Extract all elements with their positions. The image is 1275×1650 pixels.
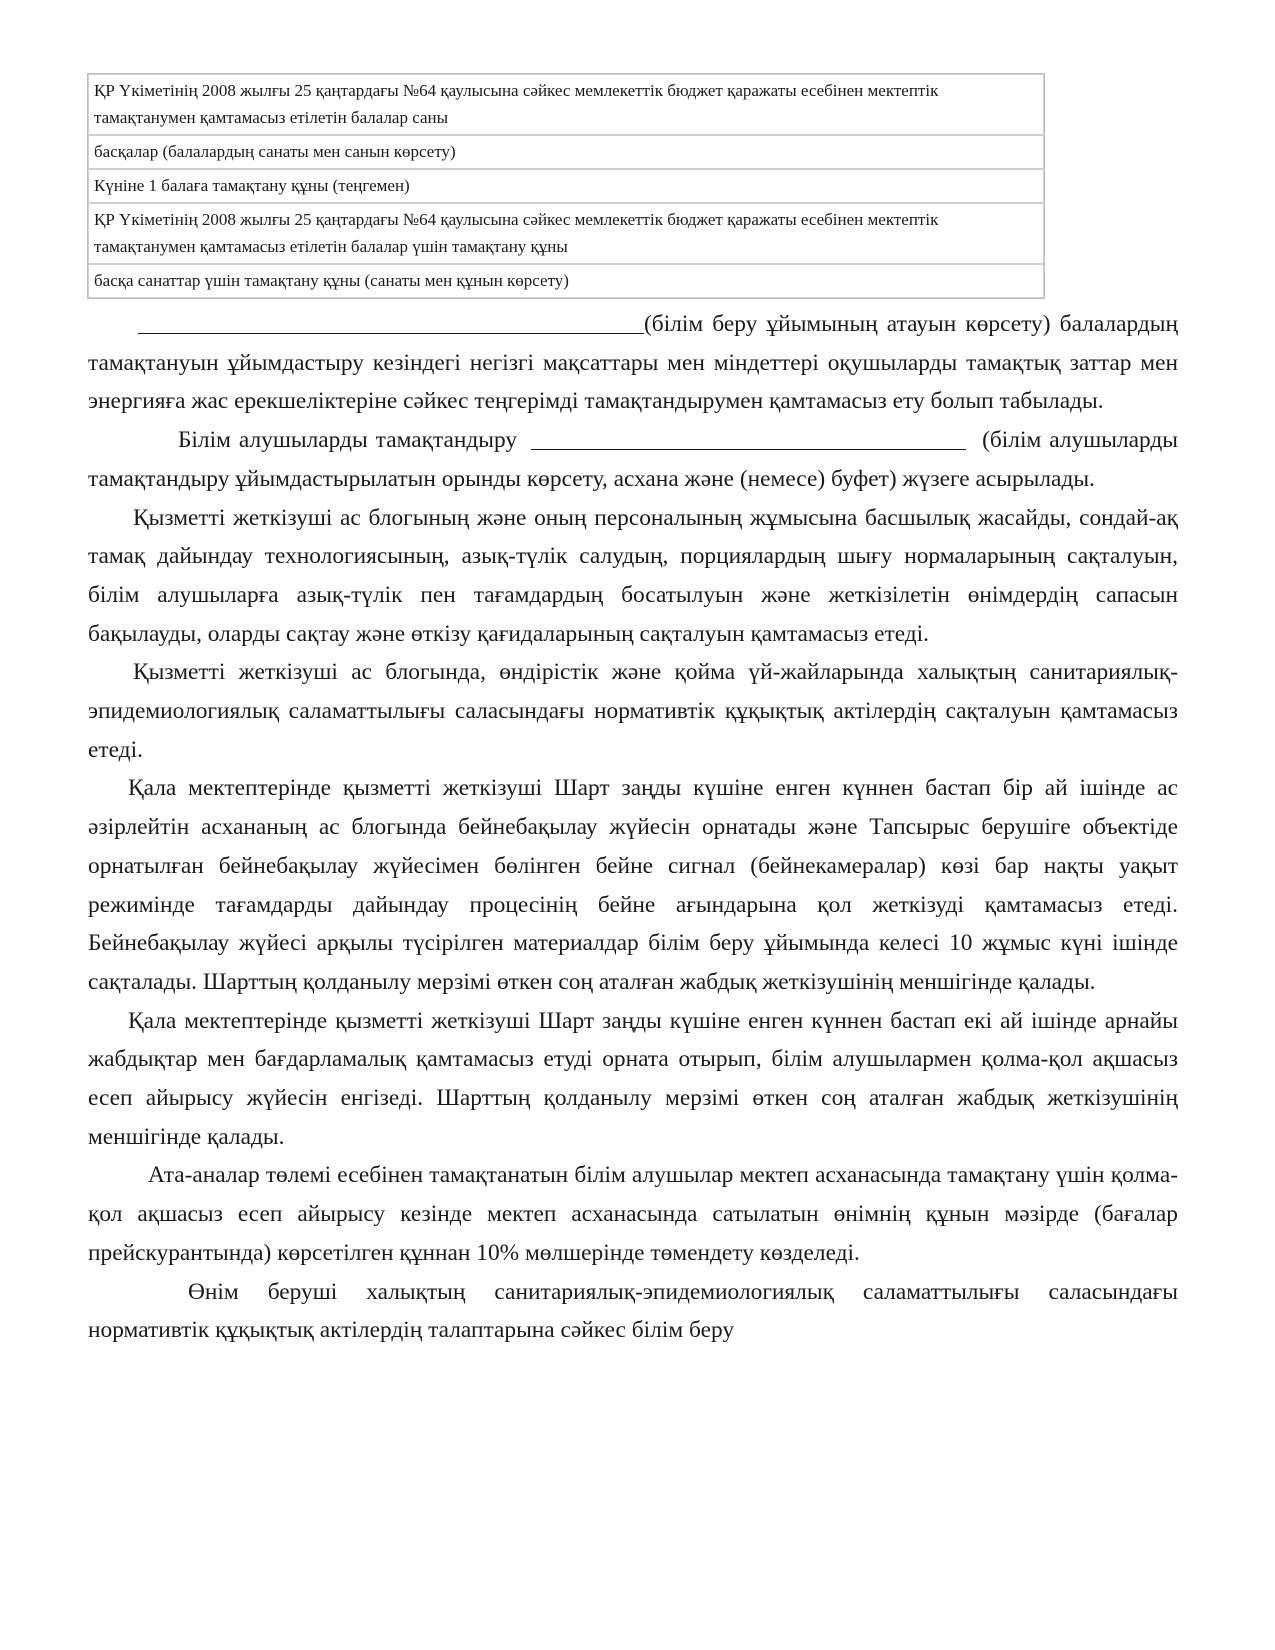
table-row [88,169,1044,203]
table-cell: Күніне 1 балаға тамақтану құны (теңгемен) [88,169,1044,203]
paragraph-text: (білім алушыларды тамақтандыру ұйымдастырылатын орынды көрсету, асхана және (немесе) буфет) жүзеге асырылады. [88,427,1178,492]
paragraph-cashless-payment: Қала мектептерінде қызметті жеткізуші Шарт заңды күшіне енген күннен бастап екі ай ішінде арнайы жабдықтар мен бағдарламалық қамтамасыз етуді орната отырып, білім алушылармен қолма-қол ақшасыз есеп айырысу жүйесін енгізеді. Шарттың қолданылу мерзімі өткен соң аталған жабдық жеткізушінің меншігінде қалады. [88,1007,1178,1150]
fill-in-blank [531,426,966,450]
table-cell: ҚР Үкіметінің 2008 жылғы 25 қаңтардағы №64 қаулысына сәйкес мемлекеттік бюджет қаражаты есебінен мектептік тамақтанумен қамтамасыз етілетін балалар үшін тамақтану құны [88,203,1044,264]
paragraph-video-surveillance: Қала мектептерінде қызметті жеткізуші Шарт заңды күшіне енген күннен бастап бір ай ішінде ас әзірлейтін асхананың ас блогында бейнебақылау жүйесін орнатады және Тапсырыс берушіге объектіде орнатылған бейнебақылау жүйесімен бөлінген бейне сигнал (бейнекамералар) көзі бар нақты уақыт режимінде тағамдарды дайындау процесінің бейне ағындарына қол жеткізуді қамтамасыз етеді. Бейнебақылау жүйесі арқылы түсірілген материалдар білім беру ұйымында келесі 10 жұмыс күні ішінде сақталады. Шарттың қолданылу мерзімі өткен соң аталған жабдық жеткізушінің меншігінде қалады. [88,775,1178,995]
info-table [87,73,1045,299]
paragraph-product-supplier: Өнім беруші халықтың санитариялық-эпидемиологиялық саламаттылығы саласындағы нормативтік құқықтық актілердің талаптарына сәйкес білім беру [88,1278,1178,1344]
table-cell: басқа санаттар үшін тамақтану құны (санаты мен құнын көрсету) [88,264,1044,298]
table-cell: ҚР Үкіметінің 2008 жылғы 25 қаңтардағы №64 қаулысына сәйкес мемлекеттік бюджет қаражаты есебінен мектептік тамақтанумен қамтамасыз етілетін балалар саны [88,74,1044,135]
table-cell: басқалар (балалардың санаты мен санын көрсету) [88,135,1044,169]
table-row [88,135,1044,169]
body-text [88,305,1178,1350]
paragraph-organization-goals [88,305,1178,421]
table-row [88,264,1044,298]
paragraph-text: Білім алушыларды тамақтандыру [178,427,518,454]
paragraph-discount: Ата-аналар төлемі есебінен тамақтанатын білім алушылар мектеп асханасында тамақтану үшін қолма-қол ақшасыз есеп айырысу кезінде мектеп асханасында сатылатын өнімнің құнын мәзірде (бағалар прейскурантында) көрсетілген құннан 10% мөлшерінде төмендету көзделеді. [88,1162,1178,1266]
paragraph-supplier-management: Қызметті жеткізуші ас блогының және оның персоналының жұмысына басшылық жасайды, сондай-ақ тамақ дайындау технологиясының, азық-түлік салудың, порциялардың шығу нормаларының сақталуын, білім алушыларға азық-түлік пен тағамдардың босатылуын және жеткізілетін өнімдердің сапасын бақылауды, оларды сақтау және өткізу қағидаларының сақталуын қамтамасыз етеді. [88,504,1178,647]
table-row [88,74,1044,135]
paragraph-catering-place [88,421,1178,498]
paragraph-text: (білім беру ұйымының атауын көрсету) балалардың тамақтануын ұйымдастыру кезіндегі негізгі мақсаттары мен міндеттері оқушыларды тамақтық заттар мен энергияға жас ерекшеліктеріне сәйкес теңгерімді тамақтандырумен қамтамасыз ету болып табылады. [88,311,1178,415]
fill-in-blank [138,309,644,333]
paragraph-sanitary-compliance: Қызметті жеткізуші ас блогында, өндірістік және қойма үй-жайларында халықтың санитариялық-эпидемиологиялық саламаттылығы саласындағы нормативтік құқықтық актілердің сақталуын қамтамасыз етеді. [88,659,1178,763]
table-row [88,203,1044,264]
